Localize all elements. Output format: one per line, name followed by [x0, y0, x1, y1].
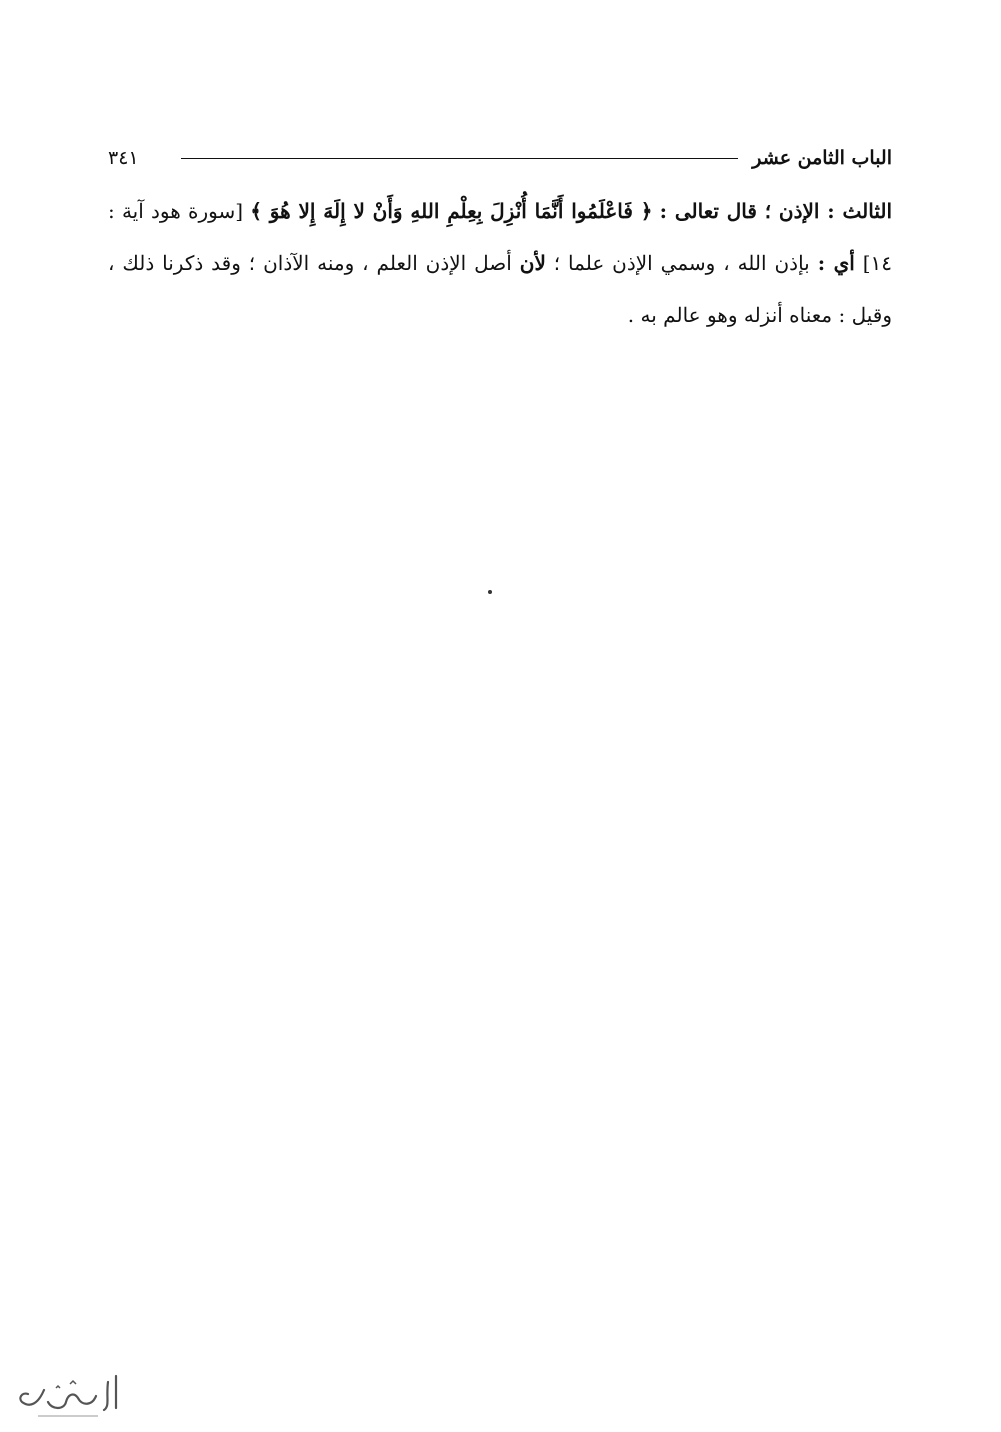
chapter-title: الباب الثامن عشر: [752, 147, 892, 169]
explanation-continuation: أصل الإذن العلم ، ومنه الآذان ؛ وقد ذكرنا ذلك ، وقيل : معناه أنزله وهو عالم به .: [108, 251, 892, 327]
body-paragraph: [108, 185, 892, 341]
section-label: الثالث : الإذن ؛ قال تعالى :: [659, 199, 893, 223]
center-dot: [488, 590, 492, 594]
verse-reference: [سورة هود آية : ١٤]: [108, 199, 893, 275]
running-head: [108, 143, 892, 173]
reason-word: لأن: [519, 251, 546, 275]
quran-verse: ﴿ فَاعْلَمُوا أَنَّمَا أُنْزِلَ بِعِلْمِ اللهِ وَأَنْ لا إِلَهَ إِلا هُوَ ﴾: [250, 199, 653, 223]
library-logo-icon: [8, 1372, 128, 1422]
calligraphy-watermark-icon: [8, 1372, 128, 1422]
explanation-text: بإذن الله ، وسمي الإذن علما ؛: [553, 251, 810, 275]
header-rule: [181, 158, 739, 159]
page-number: ٣٤١: [108, 147, 139, 169]
explanation-label: أي :: [817, 251, 855, 275]
